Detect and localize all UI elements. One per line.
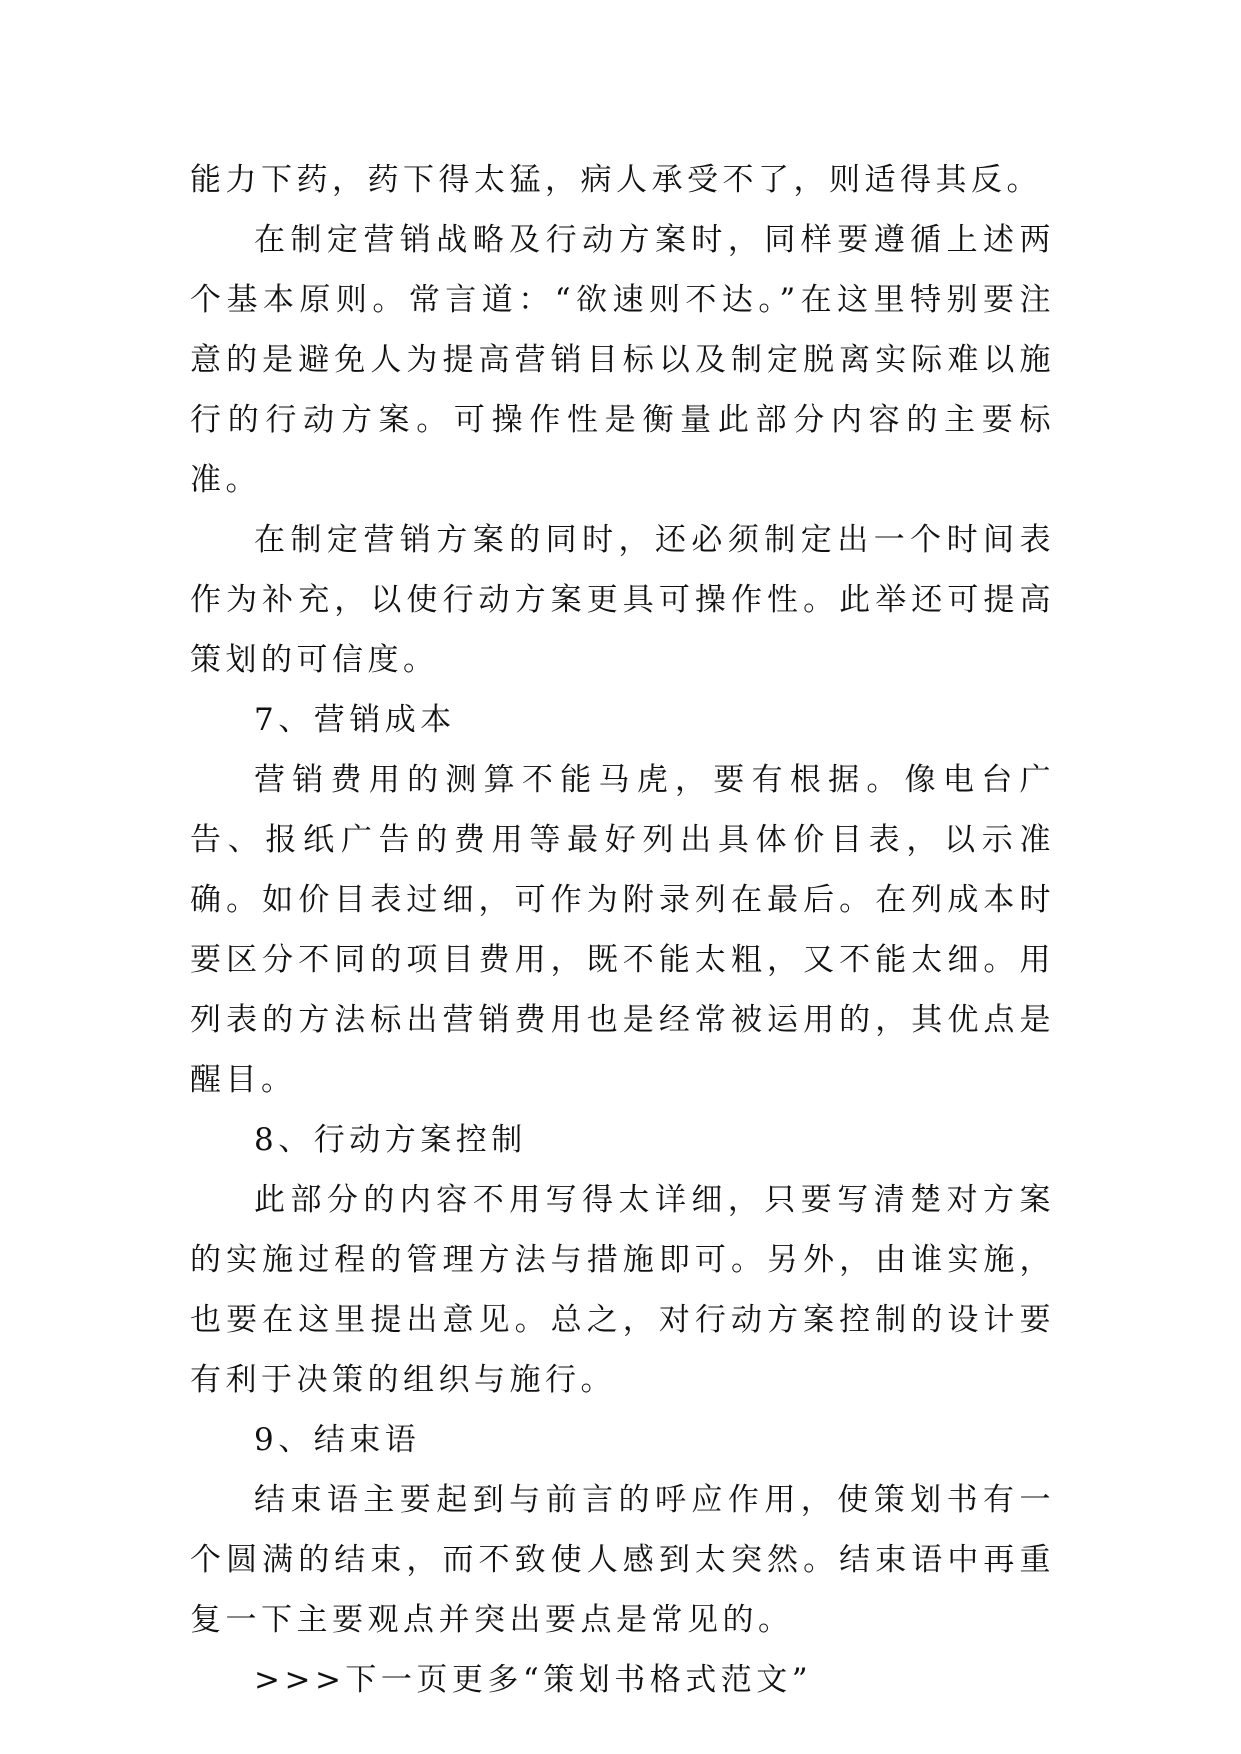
paragraph-conclusion: 结束语主要起到与前言的呼应作用，使策划书有一个圆满的结束，而不致使人感到太突然。结束语中再重复一下主要观点并突出要点是常见的。	[190, 1482, 1055, 1638]
document-body	[190, 150, 1055, 1710]
section-heading-conclusion: 9、结束语	[254, 1422, 421, 1458]
next-page-link[interactable]: >>>下一页更多“策划书格式范文”	[254, 1662, 813, 1698]
paragraph-strategy-principles: 在制定营销战略及行动方案时，同样要遵循上述两个基本原则。常言道：“欲速则不达。”在这里特别要注意的是避免人为提高营销目标以及制定脱离实际难以施行的行动方案。可操作性是衡量此部分内容的主要标准。	[190, 222, 1055, 498]
section-heading-marketing-cost: 7、营销成本	[254, 702, 456, 738]
section-heading-action-control: 8、行动方案控制	[254, 1122, 527, 1158]
paragraph-action-control: 此部分的内容不用写得太详细，只要写清楚对方案的实施过程的管理方法与措施即可。另外，由谁实施，也要在这里提出意见。总之，对行动方案控制的设计要有利于决策的组织与施行。	[190, 1182, 1055, 1398]
paragraph-continuation: 能力下药，药下得太猛，病人承受不了，则适得其反。	[190, 162, 1042, 198]
paragraph-marketing-cost: 营销费用的测算不能马虎，要有根据。像电台广告、报纸广告的费用等最好列出具体价目表，以示准确。如价目表过细，可作为附录列在最后。在列成本时要区分不同的项目费用，既不能太粗，又不能太细。用列表的方法标出营销费用也是经常被运用的，其优点是醒目。	[190, 762, 1055, 1098]
paragraph-timetable: 在制定营销方案的同时，还必须制定出一个时间表作为补充，以使行动方案更具可操作性。此举还可提高策划的可信度。	[190, 522, 1055, 678]
